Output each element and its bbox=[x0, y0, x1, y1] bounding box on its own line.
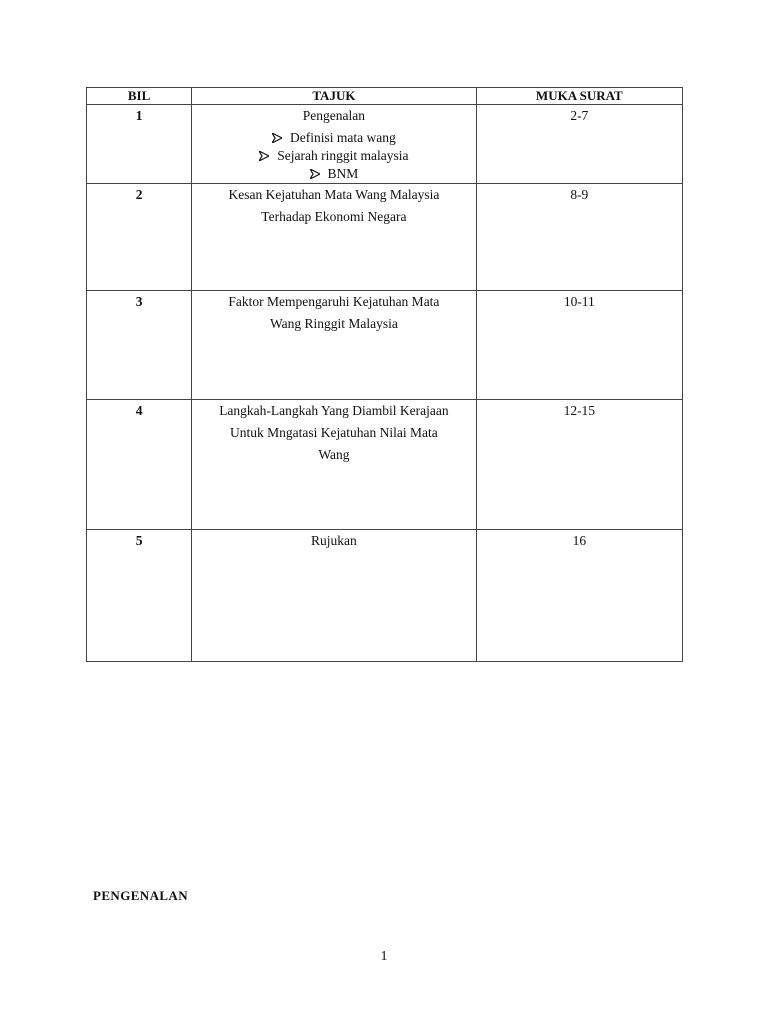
row-title-line: Wang Ringgit Malaysia bbox=[269, 316, 398, 331]
row-page-range: 16 bbox=[476, 530, 682, 662]
row-title-line: Wang bbox=[318, 447, 350, 462]
row-page-range: 8-9 bbox=[476, 184, 682, 291]
subitem bbox=[192, 147, 475, 165]
row-title-line: Langkah-Langkah Yang Diambil Kerajaan bbox=[219, 403, 449, 418]
header-tajuk: TAJUK bbox=[192, 88, 476, 105]
table-row bbox=[87, 105, 683, 184]
row-page-range: 12-15 bbox=[476, 400, 682, 530]
table-row bbox=[87, 530, 683, 662]
page-number: 1 bbox=[380, 949, 388, 964]
subitem-list bbox=[192, 129, 475, 183]
row-title-cell bbox=[192, 291, 476, 400]
row-number: 1 bbox=[87, 105, 192, 184]
row-title-cell bbox=[192, 105, 476, 184]
row-page-range: 2-7 bbox=[476, 105, 682, 184]
arrowhead-bullet-icon bbox=[259, 151, 269, 161]
arrowhead-bullet-icon bbox=[272, 133, 282, 143]
section-heading: PENGENALAN bbox=[93, 888, 189, 903]
row-title: Rujukan bbox=[311, 533, 357, 548]
row-title-line: Faktor Mempengaruhi Kejatuhan Mata bbox=[228, 294, 440, 309]
row-title-cell bbox=[192, 400, 476, 530]
subitem bbox=[192, 165, 475, 183]
table-row bbox=[87, 291, 683, 400]
row-number: 3 bbox=[87, 291, 192, 400]
row-title-line: Kesan Kejatuhan Mata Wang Malaysia bbox=[228, 187, 440, 202]
header-bil: BIL bbox=[87, 88, 192, 105]
row-title-cell bbox=[192, 530, 476, 662]
subitem-label: BNM bbox=[327, 166, 359, 181]
subitem-label: Definisi mata wang bbox=[290, 130, 396, 145]
row-title: Pengenalan bbox=[302, 108, 366, 123]
arrowhead-bullet-icon bbox=[310, 169, 320, 179]
subitem-label: Sejarah ringgit malaysia bbox=[277, 148, 409, 163]
row-number: 2 bbox=[87, 184, 192, 291]
table-of-contents bbox=[86, 87, 683, 662]
row-number: 5 bbox=[87, 530, 192, 662]
row-page-range: 10-11 bbox=[476, 291, 682, 400]
table-header-row bbox=[87, 88, 683, 105]
table-row bbox=[87, 184, 683, 291]
row-title-line: Terhadap Ekonomi Negara bbox=[261, 209, 407, 224]
row-title-line: Untuk Mngatasi Kejatuhan Nilai Mata bbox=[230, 425, 438, 440]
header-muka-surat: MUKA SURAT bbox=[476, 88, 682, 105]
subitem bbox=[192, 129, 475, 147]
row-title-cell bbox=[192, 184, 476, 291]
row-number: 4 bbox=[87, 400, 192, 530]
table-row bbox=[87, 400, 683, 530]
